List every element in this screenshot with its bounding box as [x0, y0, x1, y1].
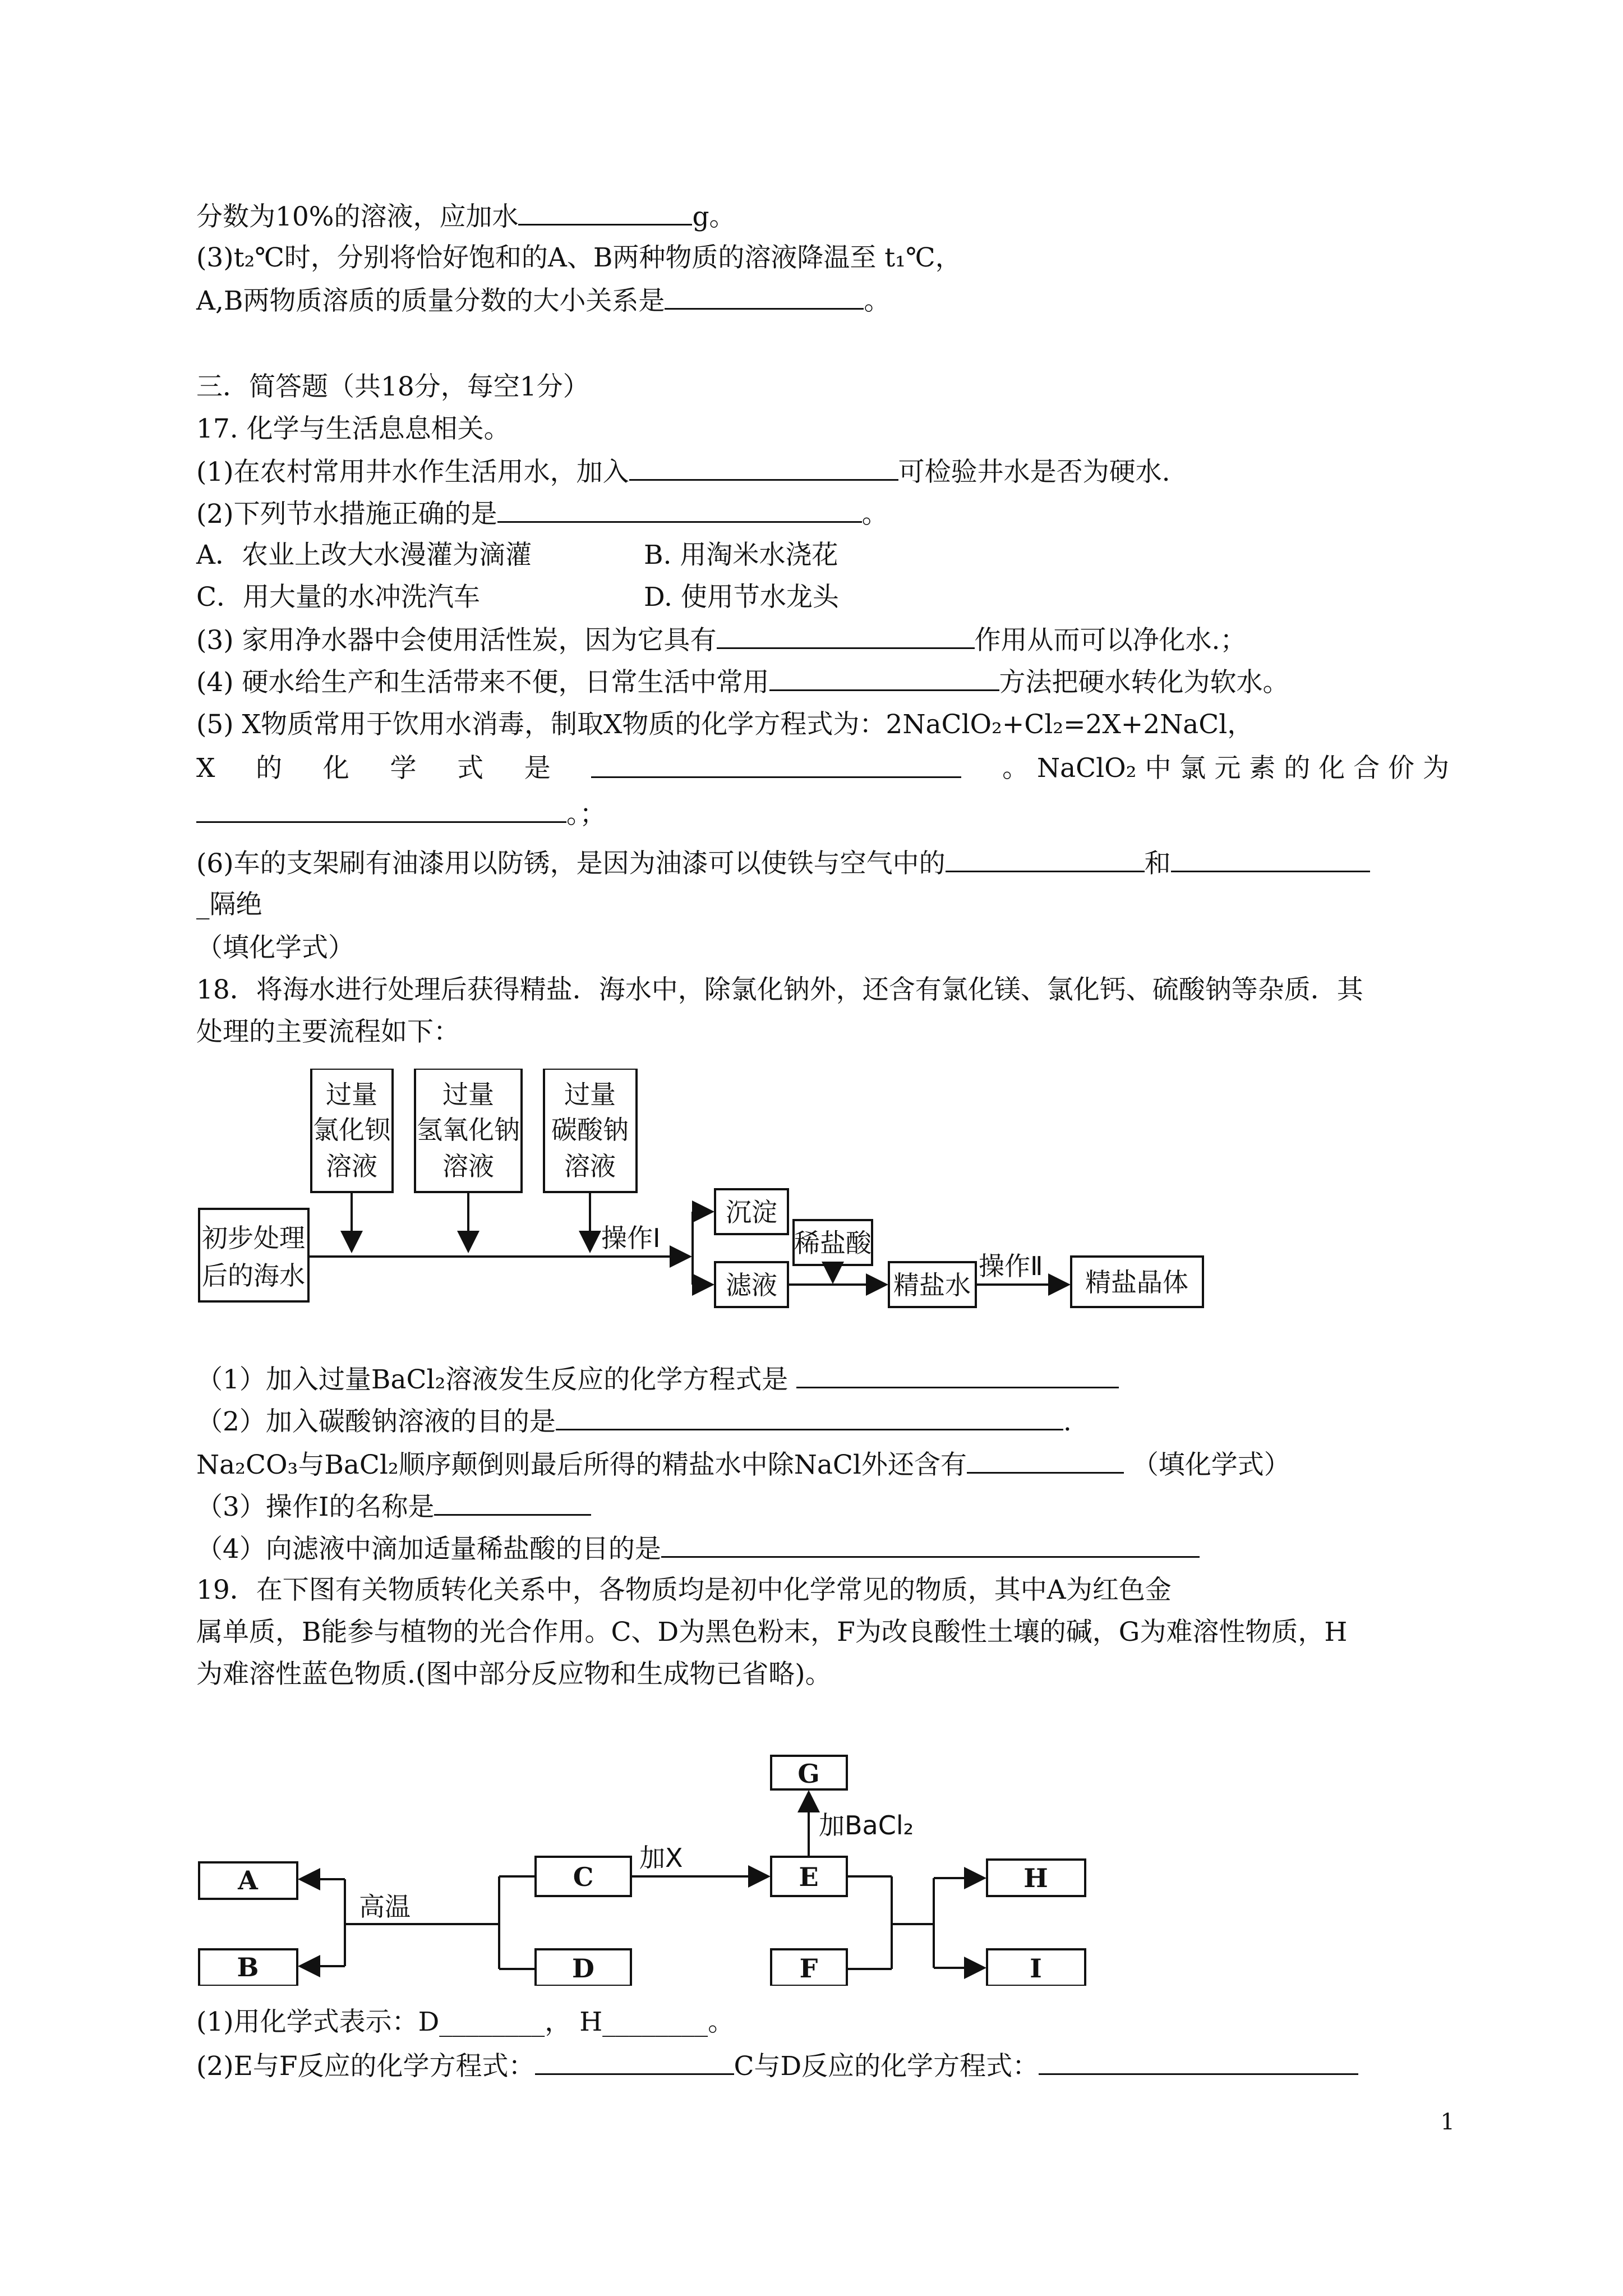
q17-text: X	[196, 753, 215, 784]
q17-text: 可检验井水是否为硬水.	[898, 457, 1170, 487]
q18-part1	[196, 1362, 1119, 1397]
q17-options-cd	[196, 581, 839, 614]
answer-blank[interactable]	[967, 1447, 1124, 1474]
q17-part5-formula-line	[196, 752, 1449, 785]
start-line2: 后的海水	[202, 1260, 305, 1291]
q17-text: 式	[457, 753, 484, 784]
q19-text: C与D反应的化学方程式：	[734, 2051, 1039, 2082]
q17-options-ab	[196, 539, 838, 572]
q18-title-2: 处理的主要流程如下：	[196, 1016, 460, 1047]
answer-blank[interactable]	[556, 1404, 1063, 1430]
intro-line-1	[196, 199, 736, 234]
reagent1-line2: 氯化钡	[313, 1115, 390, 1145]
reagent2-line1: 过量	[442, 1079, 494, 1110]
intro-line-3	[196, 283, 890, 318]
option-d: D. 使用节水龙头	[644, 582, 839, 613]
q18-part2	[196, 1404, 1072, 1439]
op2-label: 操作Ⅱ	[979, 1251, 1043, 1281]
intro-text: 分数为10%的溶液，应加水	[196, 201, 519, 232]
answer-blank[interactable]	[535, 2049, 734, 2075]
precipitate-label: 沉淀	[726, 1197, 777, 1227]
q17-text: (1)在农村常用井水作生活用水，加入	[196, 457, 629, 487]
q17-part6	[196, 846, 1370, 881]
label-b: B	[237, 1952, 259, 1982]
intro-text: g。	[692, 201, 736, 232]
q18-text: （3）操作Ⅰ的名称是	[196, 1492, 435, 1522]
acid-label: 稀盐酸	[794, 1228, 872, 1258]
reagent1-line1: 过量	[326, 1079, 377, 1110]
label-h: H	[1023, 1863, 1048, 1893]
q17-text: (2)下列节水措施正确的是	[196, 499, 497, 530]
q19-part1: (1)用化学式表示：D________， H________。	[196, 2007, 735, 2037]
label-c: C	[573, 1862, 594, 1892]
q17-part5: (5) X物质常用于饮用水消毒，制取X物质的化学方程式为：2NaClO₂+Cl₂=2X+2NaCl，	[196, 709, 1254, 740]
q19-line-3: 为难溶性蓝色物质.(图中部分反应物和生成物已省略)。	[196, 1659, 832, 1690]
q17-title: 17. 化学与生活息息相关。	[196, 413, 510, 444]
answer-blank[interactable]	[946, 846, 1145, 872]
brine-label: 精盐水	[893, 1270, 971, 1300]
q18-part4	[196, 1531, 1200, 1566]
reagent1-line3: 溶液	[326, 1151, 377, 1181]
intro-text: 。	[864, 286, 891, 316]
answer-blank[interactable]	[796, 1362, 1119, 1388]
label-add-x: 加X	[639, 1843, 683, 1873]
q17-text: (6)车的支架刷有油漆用以防锈，是因为油漆可以使铁与空气中的	[196, 848, 946, 879]
conversion-diagram	[196, 1750, 1094, 1986]
answer-blank[interactable]	[661, 1531, 1200, 1558]
q19-line-2: 属单质，B能参与植物的光合作用。C、D为黑色粉末，F为改良酸性土壤的碱，G为难溶性物质，H	[196, 1617, 1348, 1648]
answer-blank[interactable]	[1171, 846, 1370, 872]
crystal-label: 精盐晶体	[1085, 1267, 1188, 1297]
answer-blank[interactable]	[629, 454, 898, 481]
label-e: E	[799, 1862, 819, 1892]
q18-part3	[196, 1489, 591, 1524]
q18-text: （4）向滤液中滴加适量稀盐酸的目的是	[196, 1534, 661, 1565]
q18-text: （2）加入碳酸钠溶液的目的是	[196, 1406, 556, 1437]
page-number: 1	[1440, 2109, 1455, 2135]
label-g: G	[797, 1759, 820, 1789]
q17-part6-tail: _隔绝	[196, 889, 262, 920]
q17-part5-valence	[196, 797, 606, 831]
start-line1: 初步处理	[202, 1223, 305, 1253]
answer-blank[interactable]	[717, 623, 975, 649]
q17-text: 的	[256, 753, 283, 784]
label-i: I	[1030, 1953, 1042, 1984]
label-f: F	[799, 1953, 818, 1984]
q17-text: 。；	[566, 799, 606, 830]
q17-text: 学	[390, 753, 417, 784]
intro-text: A,B两物质溶质的质量分数的大小关系是	[196, 286, 665, 316]
q17-part3	[196, 623, 1246, 657]
filtrate-label: 滤液	[726, 1270, 777, 1300]
q18-text: （1）加入过量BaCl₂溶液发生反应的化学方程式是	[196, 1364, 789, 1395]
q17-part4	[196, 665, 1289, 700]
answer-blank[interactable]	[518, 199, 692, 226]
q19-part2	[196, 2049, 1358, 2083]
q18-text: （填化学式）	[1132, 1450, 1290, 1480]
label-add-bacl2: 加BaCl₂	[819, 1810, 914, 1841]
label-a: A	[238, 1865, 258, 1895]
option-a: A．农业上改大水漫灌为滴灌	[196, 540, 532, 570]
q17-text: 和	[1144, 848, 1171, 879]
answer-blank[interactable]	[497, 496, 862, 523]
option-c: C．用大量的水冲洗汽车	[196, 582, 480, 613]
q19-line-1: 19．在下图有关物质转化关系中，各物质均是初中化学常见的物质，其中A为红色金	[196, 1575, 1172, 1605]
reagent2-line2: 氢氧化钠	[417, 1115, 520, 1145]
q18-text: .	[1063, 1406, 1072, 1437]
reagent3-line3: 溶液	[564, 1151, 616, 1181]
q17-text: (3) 家用净水器中会使用活性炭，因为它具有	[196, 625, 717, 656]
q18-title-1: 18．将海水进行处理后获得精盐．海水中，除氯化钠外，还含有氯化镁、氯化钙、硫酸钠等杂质．其	[196, 974, 1363, 1005]
q17-text: 方法把硬水转化为软水。	[999, 667, 1289, 698]
answer-blank[interactable]	[769, 665, 999, 691]
q18-part2-cont	[196, 1447, 1290, 1482]
section-heading: 三．简答题（共18分，每空1分）	[196, 371, 589, 402]
q17-text: 。	[861, 499, 888, 530]
label-d: D	[572, 1953, 594, 1984]
reagent3-line2: 碳酸钠	[551, 1115, 629, 1145]
answer-blank[interactable]	[196, 797, 566, 823]
answer-blank[interactable]	[591, 752, 961, 778]
intro-line-2: (3)t₂℃时，分别将恰好饱和的A、B两种物质的溶液降温至 t₁℃，	[196, 242, 962, 273]
q17-part6-note: （填化学式）	[196, 932, 354, 963]
q17-part1	[196, 454, 1170, 489]
answer-blank[interactable]	[434, 1489, 591, 1516]
op1-label: 操作Ⅰ	[601, 1223, 661, 1253]
option-b: B. 用淘米水浇花	[644, 540, 838, 570]
salt-process-flowchart	[196, 1069, 1206, 1310]
q18-text: Na₂CO₃与BaCl₂顺序颠倒则最后所得的精盐水中除NaCl外还含有	[196, 1450, 967, 1480]
answer-blank[interactable]	[1039, 2049, 1358, 2075]
q17-text: 。 NaClO₂ 中 氯 元 素 的 化 合 价 为	[1002, 753, 1449, 784]
q17-part2	[196, 496, 888, 531]
label-heat: 高温	[359, 1892, 411, 1922]
reagent3-line1: 过量	[564, 1079, 616, 1110]
q17-text: 是	[524, 753, 551, 784]
q17-text: (4) 硬水给生产和生活带来不便，日常生活中常用	[196, 667, 769, 698]
answer-blank[interactable]	[665, 283, 864, 310]
q17-text: 作用从而可以净化水.；	[974, 625, 1247, 656]
q17-text: 化	[322, 753, 349, 784]
q19-text: (2)E与F反应的化学方程式：	[196, 2051, 535, 2082]
reagent2-line3: 溶液	[442, 1151, 494, 1181]
